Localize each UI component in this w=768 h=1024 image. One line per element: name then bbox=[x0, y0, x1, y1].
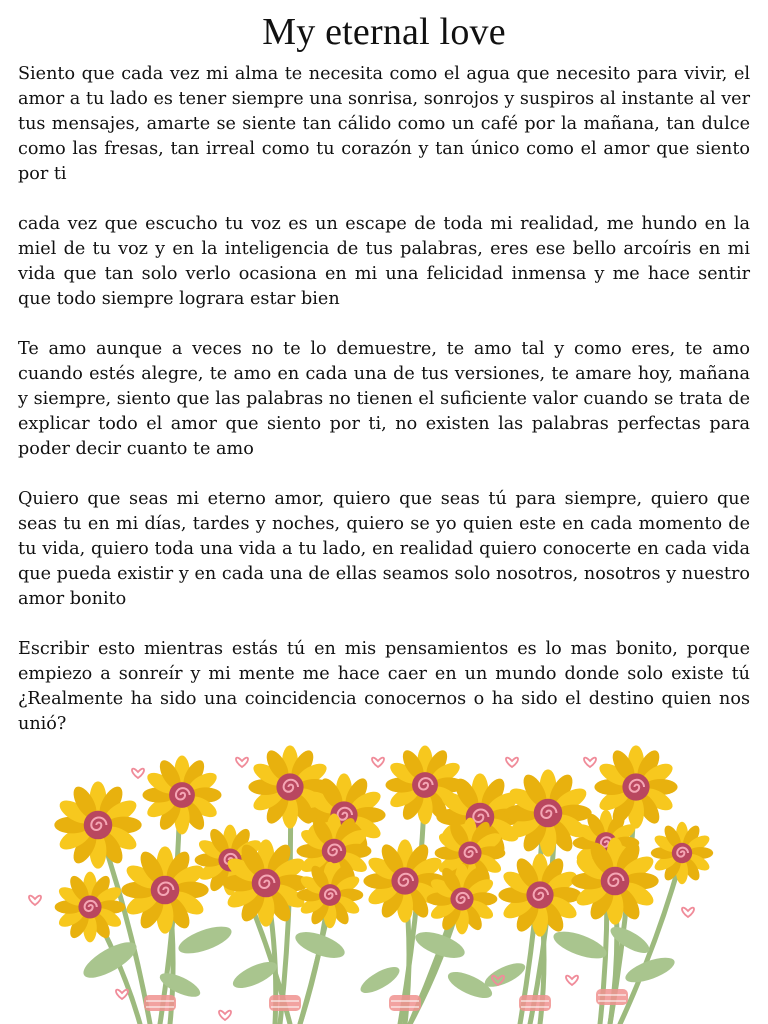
paragraph-1: Siento que cada vez mi alma te necesita como el agua que necesito para vivir, el amor a tu lado es tener siempre una sonrisa, sonrojos y suspiros al instante al ver tus mensajes, amarte se siente tan cálido como un café por la mañana, tan dulce como las fresas, tan irreal como tu corazón y tan único como el amor que siento por ti bbox=[18, 64, 750, 184]
heart-icon bbox=[506, 758, 518, 767]
sunflower-bouquet-illustration bbox=[0, 735, 768, 1024]
ribbon bbox=[596, 989, 628, 1005]
heart-icon bbox=[682, 908, 694, 917]
paragraph-5: Escribir esto mientras estás tú en mis pensamientos es lo mas bonito, porque empiezo a sonreír y mi mente me hace caer en un mundo donde solo existe tú ¿Realmente ha sido una coincidencia conocernos o ha sido el destino quien nos unió? bbox=[18, 639, 750, 734]
sunflower bbox=[142, 755, 221, 834]
heart-icon bbox=[116, 990, 128, 999]
heart-icon bbox=[29, 896, 41, 905]
ribbon bbox=[389, 995, 421, 1011]
body-text bbox=[18, 62, 750, 737]
paragraph-3: Te amo aunque a veces no te lo demuestre, te amo tal y como eres, te amo cuando estés alegre, te amo en cada una de tus versiones, te amare hoy, mañana y siempre, siento que las palabras no tienen el suficiente valor cuando se trata de explicar todo el amor que siento por ti, no existen las palabras perfectas para poder decir cuanto te amo bbox=[18, 339, 750, 459]
heart-icon bbox=[219, 1011, 231, 1020]
leaf bbox=[607, 922, 653, 958]
heart-icon bbox=[584, 758, 596, 767]
ribbon bbox=[519, 995, 551, 1011]
sunflower bbox=[651, 822, 713, 884]
page-title: My eternal love bbox=[262, 11, 506, 53]
heart-icon bbox=[236, 758, 248, 767]
heart-icon bbox=[372, 758, 384, 767]
sunflower bbox=[54, 781, 141, 868]
ribbon bbox=[144, 995, 176, 1011]
ribbon bbox=[269, 995, 301, 1011]
heart-icon bbox=[566, 976, 578, 985]
heart-icon bbox=[132, 769, 144, 778]
leaf bbox=[357, 962, 403, 998]
sunflower bbox=[498, 853, 581, 936]
paragraph-4: Quiero que seas mi eterno amor, quiero que seas tú para siempre, quiero que seas tu en mi días, tardes y noches, quiero se yo quien este en cada momento de tu vida, quiero toda una vida a tu lado, en realidad quiero conocerte en cada vida que pueda existir y en cada una de ellas seamos solo nosotros, nosotros y nuestro amor bonito bbox=[18, 489, 750, 609]
leaf bbox=[550, 926, 609, 964]
paragraph-2: cada vez que escucho tu voz es un escape de toda mi realidad, me hundo en la miel de tu voz y en la inteligencia de tus palabras, eres ese bello arcoíris en mi vida que tan solo verlo ocasiona en mi una felicidad inmensa y me hace sentir que todo siempre lograra estar bien bbox=[18, 214, 750, 309]
leaf bbox=[482, 958, 529, 991]
